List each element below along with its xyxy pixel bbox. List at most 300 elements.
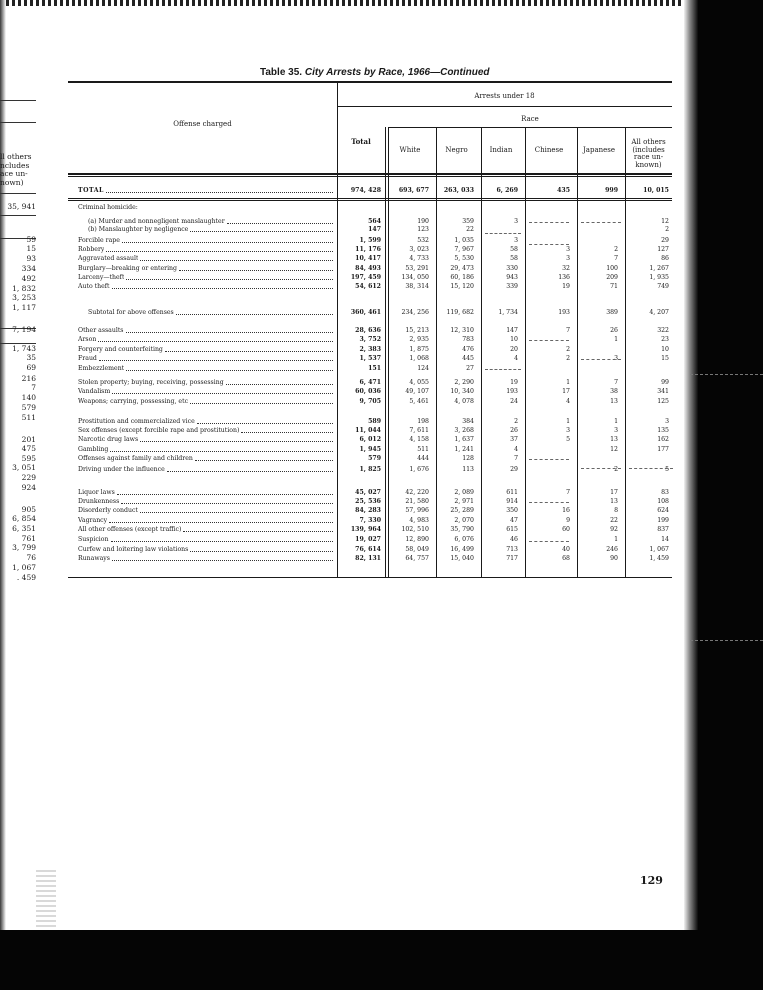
cell-chinese: 435 xyxy=(557,187,570,194)
table-row xyxy=(78,355,333,362)
cell-others: 1, 459 xyxy=(649,555,669,562)
dot-leader xyxy=(190,403,333,404)
bleed-rule xyxy=(0,100,36,101)
cell-white: 57, 996 xyxy=(405,507,429,514)
cell-others: 4, 207 xyxy=(649,309,669,316)
bleed-value: 579 xyxy=(21,403,36,412)
cell-indian: 3 xyxy=(514,218,518,225)
offense-label: Auto theft xyxy=(78,283,110,290)
dot-leader xyxy=(195,460,333,461)
cell-white: 21, 580 xyxy=(405,498,429,505)
cell-japanese: 246 xyxy=(606,546,618,553)
table-row xyxy=(78,398,333,405)
cell-white: 3, 023 xyxy=(409,246,429,253)
dot-leader xyxy=(106,251,333,252)
empty-cell-dash xyxy=(485,233,521,234)
cell-white: 15, 213 xyxy=(405,327,429,334)
empty-cell-dash xyxy=(529,502,569,503)
bleed-value: 1, 117 xyxy=(12,303,36,312)
cell-indian: 46 xyxy=(510,536,518,543)
cell-japanese: 2 xyxy=(614,466,618,473)
cell-indian: 58 xyxy=(510,255,518,262)
empty-cell-dash xyxy=(629,468,673,469)
empty-cell-dash xyxy=(581,222,621,223)
cell-negro: 7, 967 xyxy=(454,246,474,253)
dot-leader xyxy=(126,332,333,333)
offense-label: Aggravated assault xyxy=(78,255,139,262)
offense-label: Vagrancy xyxy=(78,517,108,524)
dot-leader xyxy=(98,341,333,342)
cell-negro: 27 xyxy=(466,365,474,372)
table-row xyxy=(78,427,333,434)
cell-white: 2, 935 xyxy=(409,336,429,343)
page-number: 129 xyxy=(640,874,663,887)
cell-white: 1, 676 xyxy=(409,466,429,473)
table-row xyxy=(78,379,333,386)
table-row xyxy=(78,265,333,272)
dot-leader xyxy=(126,279,333,280)
offense-label: Curfew and loitering law violations xyxy=(78,546,189,553)
offense-label: Offenses against family and children xyxy=(78,455,193,462)
offense-label: Stolen property; buying, receiving, possessing xyxy=(78,379,224,386)
cell-total: 60, 036 xyxy=(355,388,381,395)
cell-japanese: 92 xyxy=(610,526,618,533)
cell-indian: 611 xyxy=(506,489,518,496)
cell-indian: 4 xyxy=(514,446,518,453)
cell-total: 6, 012 xyxy=(359,436,381,443)
cell-indian: 4 xyxy=(514,355,518,362)
table-title xyxy=(260,67,500,78)
cell-total: 139, 964 xyxy=(350,526,381,533)
cell-others: 23 xyxy=(661,336,669,343)
cell-total: 589 xyxy=(368,418,381,425)
cell-others: 135 xyxy=(657,427,669,434)
cell-others: 749 xyxy=(657,283,669,290)
cell-total: 54, 612 xyxy=(355,283,381,290)
dot-leader xyxy=(117,494,333,495)
cell-total: 25, 536 xyxy=(355,498,381,505)
cell-indian: 26 xyxy=(510,427,518,434)
header-all-others: All others (includes race un- known) xyxy=(631,138,666,169)
bleed-value: 216 xyxy=(21,374,36,383)
cell-total: 6, 471 xyxy=(359,379,381,386)
offense-label: Drunkenness xyxy=(78,498,120,505)
cell-total: 1, 599 xyxy=(359,237,381,244)
cell-japanese: 26 xyxy=(610,327,618,334)
dot-leader xyxy=(167,471,333,472)
cell-japanese: 7 xyxy=(614,379,618,386)
cell-white: 1, 875 xyxy=(409,346,429,353)
cell-negro: 35, 790 xyxy=(450,526,474,533)
offense-label: Prostitution and commercialized vice xyxy=(78,418,195,425)
bleed-value: 924 xyxy=(21,483,36,492)
cell-indian: 717 xyxy=(506,555,518,562)
cell-total: 3, 752 xyxy=(359,336,381,343)
cell-japanese: 7 xyxy=(614,255,618,262)
cell-negro: 22 xyxy=(466,226,474,233)
dot-leader xyxy=(126,370,333,371)
table-number: Table 35. xyxy=(260,67,303,78)
dot-leader xyxy=(121,503,333,504)
dot-leader xyxy=(111,541,333,542)
cell-chinese: 17 xyxy=(562,388,570,395)
empty-cell-dash xyxy=(529,541,569,542)
offense-label: Fraud xyxy=(78,355,97,362)
scan-left-artifact xyxy=(36,870,56,930)
cell-negro: 476 xyxy=(462,346,474,353)
cell-japanese: 209 xyxy=(606,274,618,281)
column-divider xyxy=(625,127,626,577)
table-row xyxy=(88,309,333,316)
cell-indian: 1, 734 xyxy=(498,309,518,316)
cell-total: 11, 044 xyxy=(355,427,381,434)
table-row xyxy=(78,187,333,194)
table-row xyxy=(78,246,333,253)
cell-indian: 3 xyxy=(514,237,518,244)
cell-japanese: 12 xyxy=(610,446,618,453)
bleed-header-text: ace un- xyxy=(0,169,28,178)
empty-cell-dash xyxy=(529,459,569,460)
bleed-value: 93 xyxy=(26,254,36,263)
bleed-value: 7 xyxy=(31,383,36,392)
cell-indian: 47 xyxy=(510,517,518,524)
table-row xyxy=(78,388,333,395)
offense-label: Larceny—theft xyxy=(78,274,125,281)
cell-others: 83 xyxy=(661,489,669,496)
dot-leader xyxy=(179,270,333,271)
cell-others: 86 xyxy=(661,255,669,262)
dot-leader xyxy=(176,314,333,315)
cell-total: 360, 461 xyxy=(350,309,381,316)
cell-japanese: 2 xyxy=(614,246,618,253)
cell-indian: 10 xyxy=(510,336,518,343)
scan-left-shadow xyxy=(0,0,6,990)
cell-total: 84, 493 xyxy=(355,265,381,272)
dot-leader xyxy=(112,393,333,394)
dot-leader xyxy=(190,231,333,232)
table-row xyxy=(78,327,333,334)
cell-total: 10, 417 xyxy=(355,255,381,262)
table-row xyxy=(88,218,333,225)
table-row xyxy=(78,365,333,372)
table-bottom-rule xyxy=(68,577,672,578)
total-bottom-rule-2 xyxy=(68,200,672,201)
header-arrests-under-18: Arrests under 18 xyxy=(474,92,535,100)
cell-negro: 119, 682 xyxy=(446,309,474,316)
race-rule xyxy=(388,127,672,128)
cell-indian: 943 xyxy=(506,274,518,281)
column-divider xyxy=(525,127,526,577)
arrests-under-18-rule xyxy=(337,106,672,107)
cell-indian: 914 xyxy=(506,498,518,505)
header-chinese: Chinese xyxy=(534,146,564,154)
cell-others: 127 xyxy=(657,246,669,253)
dot-leader xyxy=(110,451,333,452)
bleed-rule xyxy=(0,122,36,123)
offense-label: Criminal homicide: xyxy=(78,204,138,211)
cell-indian: 58 xyxy=(510,246,518,253)
empty-cell-dash xyxy=(485,369,521,370)
cell-indian: 147 xyxy=(506,327,518,334)
cell-white: 102, 510 xyxy=(401,526,429,533)
cell-negro: 6, 076 xyxy=(454,536,474,543)
cell-total: 1, 825 xyxy=(359,466,381,473)
offense-label: All other offenses (except traffic) xyxy=(78,526,182,533)
bleed-value: 1, 067 xyxy=(12,563,36,572)
bleed-rule xyxy=(0,215,36,216)
cell-japanese: 3 xyxy=(614,427,618,434)
cell-negro: 359 xyxy=(462,218,474,225)
cell-others: 2 xyxy=(665,226,669,233)
dot-leader xyxy=(109,522,333,523)
column-divider xyxy=(385,127,386,577)
table-row xyxy=(78,436,333,443)
cell-japanese: 17 xyxy=(610,489,618,496)
cell-negro: 10, 340 xyxy=(450,388,474,395)
bleed-value: 905 xyxy=(21,505,36,514)
cell-others: 624 xyxy=(657,507,669,514)
cell-chinese: 5 xyxy=(566,436,570,443)
dot-leader xyxy=(140,441,333,442)
cell-total: 7, 330 xyxy=(359,517,381,524)
cell-indian: 339 xyxy=(506,283,518,290)
cell-indian: 615 xyxy=(506,526,518,533)
cell-others: 12 xyxy=(661,218,669,225)
bleed-rule xyxy=(0,193,36,194)
table-row xyxy=(78,517,333,524)
dot-leader xyxy=(99,360,333,361)
bleed-value: 595 xyxy=(21,454,36,463)
table-row xyxy=(78,204,333,211)
table-row xyxy=(78,237,333,244)
cell-chinese: 193 xyxy=(558,309,570,316)
cell-white: 5, 461 xyxy=(409,398,429,405)
cell-total: 45, 027 xyxy=(355,489,381,496)
cell-total: 1, 945 xyxy=(359,446,381,453)
cell-white: 532 xyxy=(417,237,429,244)
right-dash-mark xyxy=(690,374,763,375)
table-row xyxy=(88,226,333,233)
cell-negro: 1, 241 xyxy=(454,446,474,453)
empty-cell-dash xyxy=(529,340,569,341)
cell-japanese: 38 xyxy=(610,388,618,395)
cell-negro: 263, 033 xyxy=(443,187,474,194)
cell-white: 38, 314 xyxy=(405,283,429,290)
cell-others: 1, 267 xyxy=(649,265,669,272)
offense-label: Liquor laws xyxy=(78,489,115,496)
cell-total: 564 xyxy=(368,218,381,225)
dot-leader xyxy=(197,423,333,424)
column-divider xyxy=(481,127,482,577)
cell-negro: 16, 499 xyxy=(450,546,474,553)
cell-total: 579 xyxy=(368,455,381,462)
cell-negro: 29, 473 xyxy=(450,265,474,272)
empty-cell-dash xyxy=(529,244,569,245)
bleed-value: 7, 194 xyxy=(12,325,36,334)
cell-indian: 2 xyxy=(514,418,518,425)
cell-chinese: 4 xyxy=(566,398,570,405)
header-japanese: Japanese xyxy=(582,146,616,154)
offense-label: (a) Murder and nonnegligent manslaughter xyxy=(88,218,225,225)
offense-label: Narcotic drug laws xyxy=(78,436,139,443)
cell-white: 4, 733 xyxy=(409,255,429,262)
column-divider xyxy=(337,81,338,577)
cell-white: 693, 677 xyxy=(398,187,429,194)
dot-leader xyxy=(106,192,333,193)
bleed-value: 201 xyxy=(21,435,36,444)
cell-indian: 20 xyxy=(510,346,518,353)
header-indian: Indian xyxy=(489,146,513,154)
cell-white: 4, 055 xyxy=(409,379,429,386)
dot-leader xyxy=(122,242,333,243)
bleed-value: 511 xyxy=(21,413,36,422)
offense-label: Weapons; carrying, possessing, etc xyxy=(78,398,189,405)
column-divider xyxy=(436,127,437,577)
offense-label: Embezzlement xyxy=(78,365,125,372)
dot-leader xyxy=(227,223,333,224)
header-negro: Negro xyxy=(445,146,468,154)
bleed-value: 35 xyxy=(26,353,36,362)
table-row xyxy=(78,283,333,290)
bleed-header-text: ncludes xyxy=(0,160,30,170)
empty-cell-dash xyxy=(581,468,621,469)
cell-indian: 29 xyxy=(510,466,518,473)
cell-negro: 2, 070 xyxy=(454,517,474,524)
cell-negro: 3, 268 xyxy=(454,427,474,434)
table-row xyxy=(78,546,333,553)
cell-white: 12, 890 xyxy=(405,536,429,543)
bleed-value: 140 xyxy=(21,393,36,402)
cell-negro: 445 xyxy=(462,355,474,362)
cell-japanese: 22 xyxy=(610,517,618,524)
dot-leader xyxy=(190,551,333,552)
cell-total: 82, 131 xyxy=(355,555,381,562)
cell-negro: 15, 040 xyxy=(450,555,474,562)
cell-chinese: 3 xyxy=(566,427,570,434)
bleed-value: 15 xyxy=(26,244,36,253)
dot-leader xyxy=(112,288,333,289)
cell-others: 162 xyxy=(657,436,669,443)
dot-leader xyxy=(183,531,333,532)
cell-negro: 2, 089 xyxy=(454,489,474,496)
cell-total: 197, 459 xyxy=(350,274,381,281)
bleed-value: 475 xyxy=(21,444,36,453)
header-bottom-rule xyxy=(68,173,672,175)
cell-others: 108 xyxy=(657,498,669,505)
cell-others: 837 xyxy=(657,526,669,533)
cell-negro: 60, 186 xyxy=(450,274,474,281)
bleed-value: 6, 854 xyxy=(12,514,36,523)
bleed-value: 6, 351 xyxy=(12,524,36,533)
table-row xyxy=(78,418,333,425)
cell-japanese: 13 xyxy=(610,398,618,405)
table-row xyxy=(78,555,333,562)
cell-white: 124 xyxy=(417,365,429,372)
cell-others: 14 xyxy=(661,536,669,543)
table-row xyxy=(78,466,333,473)
table-row xyxy=(78,274,333,281)
offense-label: Gambling xyxy=(78,446,109,453)
cell-indian: 7 xyxy=(514,455,518,462)
cell-indian: 19 xyxy=(510,379,518,386)
table-row xyxy=(78,536,333,543)
dot-leader xyxy=(241,432,333,433)
offense-label: Subtotal for above offenses xyxy=(88,309,174,316)
offense-label: Runaways xyxy=(78,555,110,562)
cell-indian: 24 xyxy=(510,398,518,405)
offense-label: (b) Manslaughter by negligence xyxy=(88,226,189,233)
header-bottom-rule-2 xyxy=(68,176,672,177)
cell-white: 134, 050 xyxy=(401,274,429,281)
cell-japanese: 8 xyxy=(614,507,618,514)
cell-others: 125 xyxy=(657,398,669,405)
cell-others: 199 xyxy=(657,517,669,524)
cell-negro: 1, 637 xyxy=(454,436,474,443)
cell-indian: 350 xyxy=(506,507,518,514)
offense-label: Forgery and counterfeiting xyxy=(78,346,163,353)
cell-others: 29 xyxy=(661,237,669,244)
top-rule xyxy=(68,81,672,83)
cell-total: 76, 614 xyxy=(355,546,381,553)
cell-japanese: 13 xyxy=(610,436,618,443)
empty-cell-dash xyxy=(581,359,621,360)
cell-others: 1, 935 xyxy=(649,274,669,281)
cell-chinese: 1 xyxy=(566,379,570,386)
cell-white: 123 xyxy=(417,226,429,233)
cell-white: 53, 291 xyxy=(405,265,429,272)
cell-chinese: 2 xyxy=(566,346,570,353)
table-row xyxy=(78,455,333,462)
table-row xyxy=(78,489,333,496)
cell-negro: 2, 290 xyxy=(454,379,474,386)
bleed-value: 3, 253 xyxy=(12,293,36,302)
cell-others: 10 xyxy=(661,346,669,353)
cell-total: 84, 283 xyxy=(355,507,381,514)
cell-chinese: 68 xyxy=(562,555,570,562)
table-row xyxy=(78,346,333,353)
column-divider xyxy=(577,127,578,577)
cell-others: 3 xyxy=(665,418,669,425)
table-row xyxy=(78,498,333,505)
offense-label: Disorderly conduct xyxy=(78,507,138,514)
bleed-value: 334 xyxy=(21,264,36,273)
bleed-value: 35, 941 xyxy=(7,202,36,211)
cell-others: 5 xyxy=(665,466,669,473)
cell-white: 198 xyxy=(417,418,429,425)
cell-chinese: 7 xyxy=(566,489,570,496)
cell-chinese: 2 xyxy=(566,355,570,362)
offense-label: Other assaults xyxy=(78,327,124,334)
dot-leader xyxy=(165,351,333,352)
cell-chinese: 60 xyxy=(562,526,570,533)
cell-others: 322 xyxy=(657,327,669,334)
cell-indian: 713 xyxy=(506,546,518,553)
cell-negro: 25, 289 xyxy=(450,507,474,514)
cell-white: 234, 256 xyxy=(401,309,429,316)
cell-others: 1, 067 xyxy=(649,546,669,553)
cell-others: 10, 015 xyxy=(643,187,669,194)
cell-white: 4, 158 xyxy=(409,436,429,443)
offense-label: Robbery xyxy=(78,246,105,253)
bleed-value: 76 xyxy=(26,553,36,562)
cell-white: 42, 220 xyxy=(405,489,429,496)
scan-right-edge xyxy=(684,0,763,990)
bleed-value: 229 xyxy=(21,473,36,482)
cell-white: 1, 068 xyxy=(409,355,429,362)
cell-chinese: 3 xyxy=(566,255,570,262)
cell-white: 511 xyxy=(417,446,429,453)
cell-japanese: 999 xyxy=(605,187,618,194)
